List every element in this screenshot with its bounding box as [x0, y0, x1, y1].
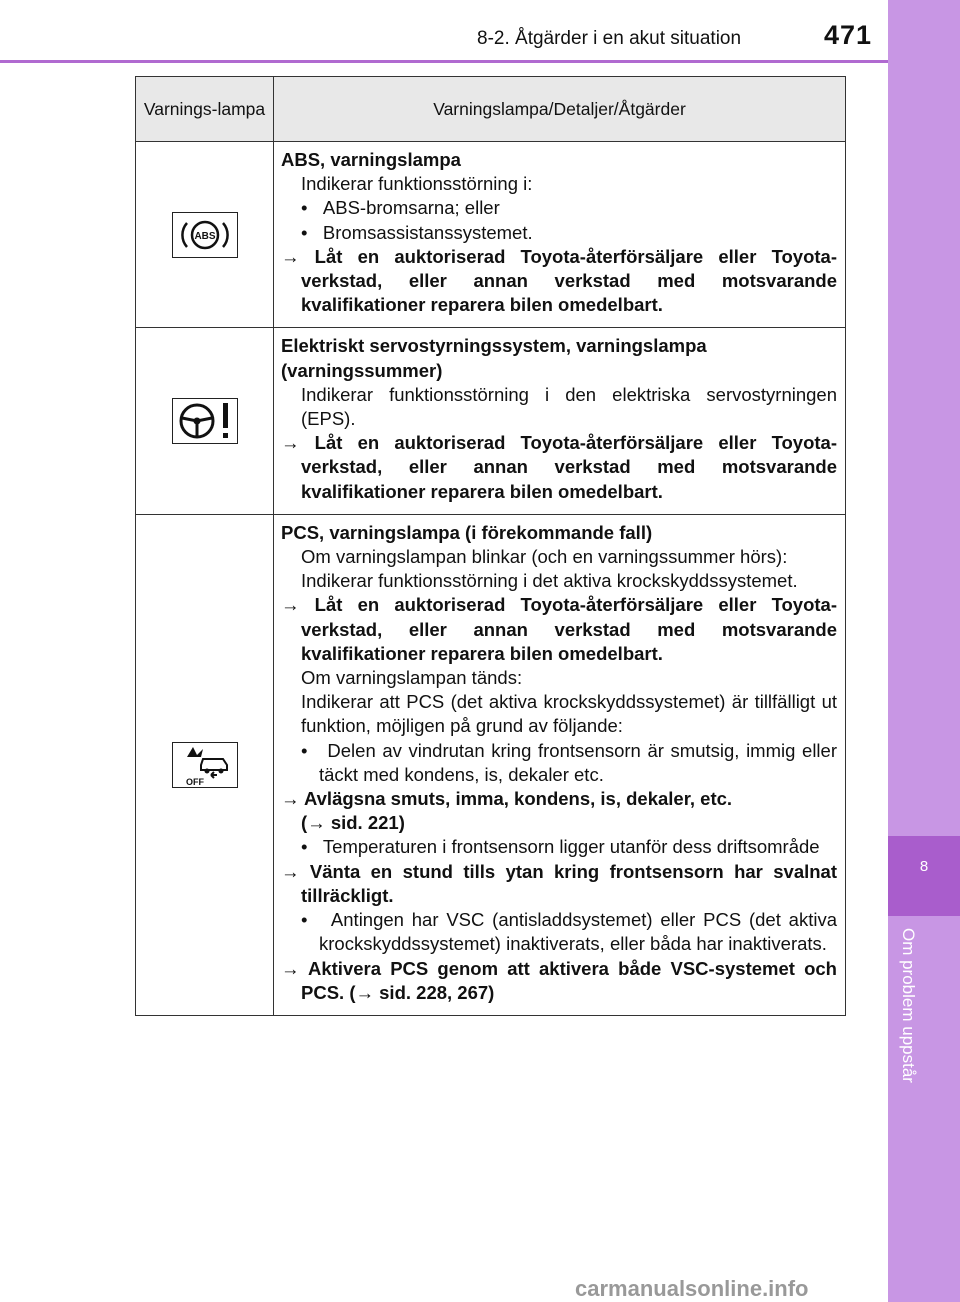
- warning-light-table: [135, 76, 846, 1016]
- action: → Låt en auktoriserad Toyota-återförsäljare eller Toyota-verkstad, eller annan verkstad med motsvarande kvalifikationer reparera bilen omedelbart.: [281, 245, 838, 316]
- bullet: • Antingen har VSC (antisladdsystemet) eller PCS (det aktiva krockskyddssystemet) inaktiverats, eller båda har inaktiverats.: [301, 909, 838, 955]
- action: → Avlägsna smuts, imma, kondens, is, dekaler, etc. (→ sid. 221): [281, 788, 733, 834]
- action: → Aktivera PCS genom att aktivera både VSC-systemet och PCS. (→ sid. 228, 267): [281, 957, 837, 1003]
- row-text: Indikerar funktionsstörning i:: [301, 173, 533, 195]
- col-header-details: Varningslampa/Detaljer/Åtgärder: [274, 77, 846, 142]
- abs-warning-icon: [172, 212, 238, 258]
- steering-wheel-warning-icon: [172, 398, 238, 444]
- page-ref-link[interactable]: sid. 228, 267: [379, 981, 489, 1003]
- row-text: Indikerar funktionsstörning i den elektriska servostyrningen (EPS).: [301, 383, 837, 430]
- chapter-label: Om problem uppstår: [899, 928, 918, 1083]
- pcs-off-icon: [172, 742, 238, 788]
- col-header-lamp: Varnings-lampa: [136, 77, 274, 142]
- row-text: Indikerar funktionsstörning i det aktiva krockskyddssystemet.: [301, 570, 798, 592]
- bullet: • ABS-bromsarna; eller: [301, 197, 500, 219]
- chapter-tab[interactable]: [888, 836, 960, 916]
- abs-icon-label: ABS: [193, 230, 216, 242]
- row-title: PCS, varningslampa (i förekommande fall): [281, 521, 653, 543]
- table-header-row: [136, 77, 846, 142]
- header-rule: [0, 60, 888, 63]
- row-text: Om varningslampan blinkar (och en varningssummer hörs):: [301, 546, 788, 568]
- table-row: [136, 328, 846, 514]
- page-ref-link[interactable]: sid. 221: [330, 812, 399, 834]
- bullet: • Bromsassistanssystemet.: [301, 221, 533, 243]
- bullet: • Delen av vindrutan kring frontsensorn är smutsig, immig eller täckt med kondens, is, dekaler etc.: [301, 739, 837, 785]
- row-text: Om varningslampan tänds:: [301, 667, 523, 689]
- row-title: ABS, varningslampa: [281, 149, 461, 170]
- action: → Vänta en stund tills ytan kring frontsensorn har svalnat tillräckligt.: [281, 860, 838, 906]
- page-number: 471: [824, 20, 873, 50]
- action: → Låt en auktoriserad Toyota-återförsäljare eller Toyota-verkstad, eller annan verkstad med motsvarande kvalifikationer reparera bilen omedelbart.: [281, 594, 838, 664]
- section-title: 8-2. Åtgärder i en akut situation: [477, 28, 742, 49]
- row-title: Elektriskt servostyrningssystem, varningslampa (varningssummer): [281, 335, 707, 381]
- table-row: [136, 514, 846, 1015]
- chapter-number: 8: [919, 858, 929, 875]
- bullet: • Temperaturen i frontsensorn ligger utanför dess driftsområde: [301, 836, 820, 858]
- chapter-sidebar: [888, 0, 960, 1302]
- table-row: [136, 142, 846, 328]
- action: → Låt en auktoriserad Toyota-återförsäljare eller Toyota-verkstad, eller annan verkstad med motsvarande kvalifikationer reparera bilen omedelbart.: [281, 432, 838, 502]
- pcs-icon-label: OFF: [185, 776, 204, 787]
- row-text: Indikerar att PCS (det aktiva krockskyddssystemet) är tillfälligt ut funktion, möjligen på grund av följande:: [301, 691, 837, 737]
- watermark: carmanualsonline.info: [575, 1276, 809, 1301]
